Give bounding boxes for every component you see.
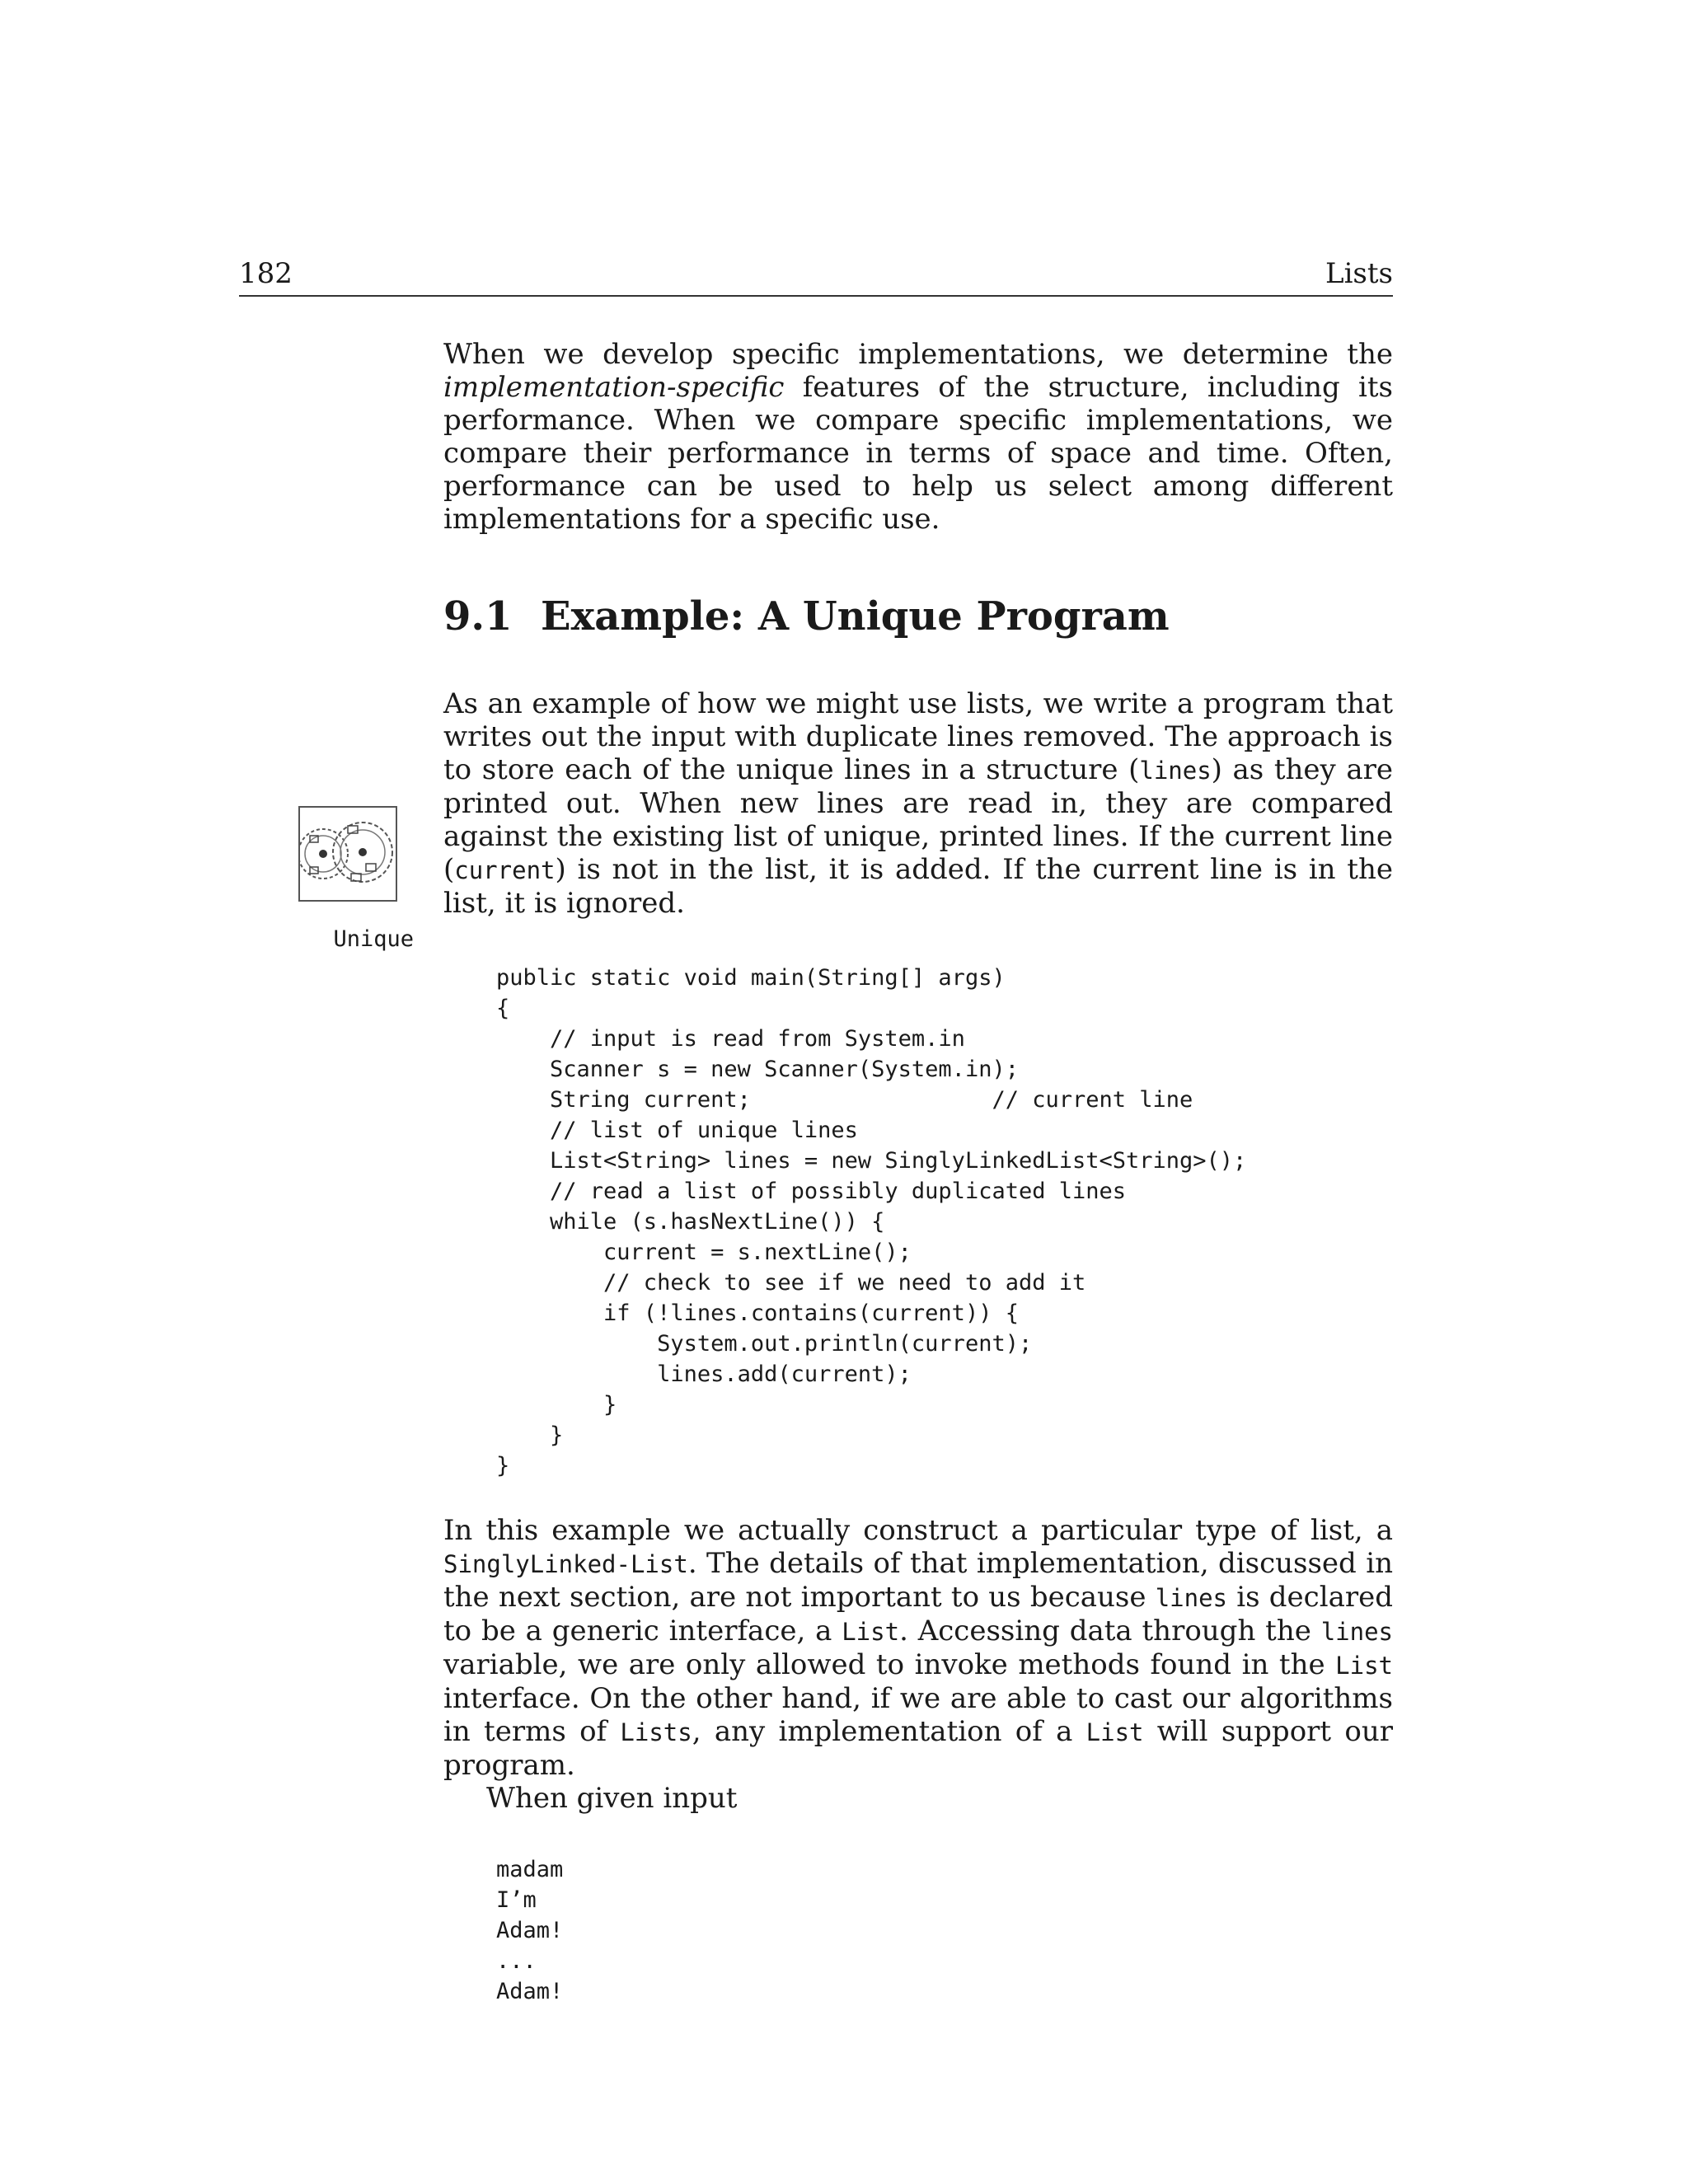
p1-code-current: current — [454, 856, 556, 884]
p1-text-c: ) is not in the list, it is added. If the current line is in the list, it is ignored. — [443, 853, 1393, 920]
p2-text: , any implementation of a — [692, 1715, 1086, 1748]
code-line: // input is read from System.in — [496, 1026, 965, 1052]
p2-text: In this example we actually construct a particular type of list, a — [443, 1514, 1393, 1547]
code-line: current = s.nextLine(); — [496, 1240, 912, 1265]
p2-text: . Accessing data through the — [899, 1615, 1321, 1647]
section-number: 9.1 — [443, 593, 513, 640]
code-line: if (!lines.contains(current)) { — [496, 1301, 1019, 1326]
p2-code: Lists — [620, 1718, 692, 1746]
code-line: Scanner s = new Scanner(System.in); — [496, 1057, 1019, 1082]
p2-text: is declared to be a generic interface, a — [443, 1581, 1393, 1647]
code-listing — [496, 963, 1393, 1481]
p2-text: . The details of that implementation, discussed in the next section, are not important to us because — [443, 1547, 1393, 1614]
p2-code: List — [1335, 1652, 1393, 1680]
p2-code: List — [842, 1618, 900, 1646]
code-line: System.out.println(current); — [496, 1331, 1033, 1357]
input-line: Adam! — [496, 1918, 564, 1943]
p2-code: lines — [1155, 1584, 1228, 1612]
example-paragraph — [443, 687, 1393, 920]
p1-text-a: As an example of how we might use lists, we write a program that writes out the input with duplicate lines removed. The approach is to store each of the unique lines in a structure ( — [443, 687, 1393, 786]
p1-text-b: ) as they are printed out. When new lines are read in, they are compared against the existing list of unique, printed lines. If the current line ( — [443, 753, 1393, 886]
page-content — [443, 338, 1393, 2007]
p2-code: lines — [1320, 1618, 1393, 1646]
code-line: public static void main(String[] args) — [496, 965, 1006, 991]
page-header — [239, 254, 1393, 297]
input-intro-paragraph: When given input — [486, 1782, 738, 1815]
intro-paragraph — [443, 338, 1393, 536]
code-line: } — [496, 1392, 617, 1418]
code-line: lines.add(current); — [496, 1361, 912, 1387]
code-line: } — [496, 1422, 564, 1448]
gears-icon — [298, 806, 397, 902]
discussion-paragraph — [443, 1514, 1393, 1782]
code-line: String current; // current line — [496, 1087, 1193, 1113]
code-line: List<String> lines = new SinglyLinkedList<String>(); — [496, 1148, 1247, 1174]
input-line: madam — [496, 1857, 564, 1882]
p2-text: will support our program. — [443, 1715, 1393, 1782]
code-line: } — [496, 1453, 510, 1479]
input-line: ... — [496, 1948, 537, 1974]
code-line: // read a list of possibly duplicated lines — [496, 1179, 1127, 1204]
p2-code: SinglyLinked-List — [443, 1550, 688, 1578]
intro-text-2: features of the structure, including its performance. When we compare specific implementations, we compare their performance in terms of space and time. Often, performance can be used to help us select among different implementations for a specific use. — [443, 371, 1393, 536]
section-heading — [443, 593, 1393, 640]
input-example — [496, 1854, 1393, 2007]
code-line: while (s.hasNextLine()) { — [496, 1209, 885, 1235]
p2-text: interface. On the other hand, if we are able to cast our algorithms in terms of — [443, 1682, 1393, 1748]
p2-code: List — [1085, 1718, 1144, 1746]
page-number: 182 — [239, 257, 293, 290]
code-line: // check to see if we need to add it — [496, 1270, 1086, 1296]
input-line: Adam! — [496, 1979, 564, 2004]
intro-italic-term: implementation-specific — [443, 371, 785, 404]
margin-program-label: Unique — [333, 926, 414, 952]
p1-code-lines: lines — [1139, 757, 1212, 785]
p2-text: variable, we are only allowed to invoke methods found in the — [443, 1648, 1336, 1681]
input-line: I’m — [496, 1887, 537, 1913]
code-line: { — [496, 996, 510, 1021]
running-title: Lists — [1325, 257, 1393, 290]
code-line: // list of unique lines — [496, 1118, 858, 1143]
section-title: Example: A Unique Program — [541, 593, 1170, 640]
intro-text-1: When we develop specific implementations, we determine the — [443, 338, 1393, 371]
